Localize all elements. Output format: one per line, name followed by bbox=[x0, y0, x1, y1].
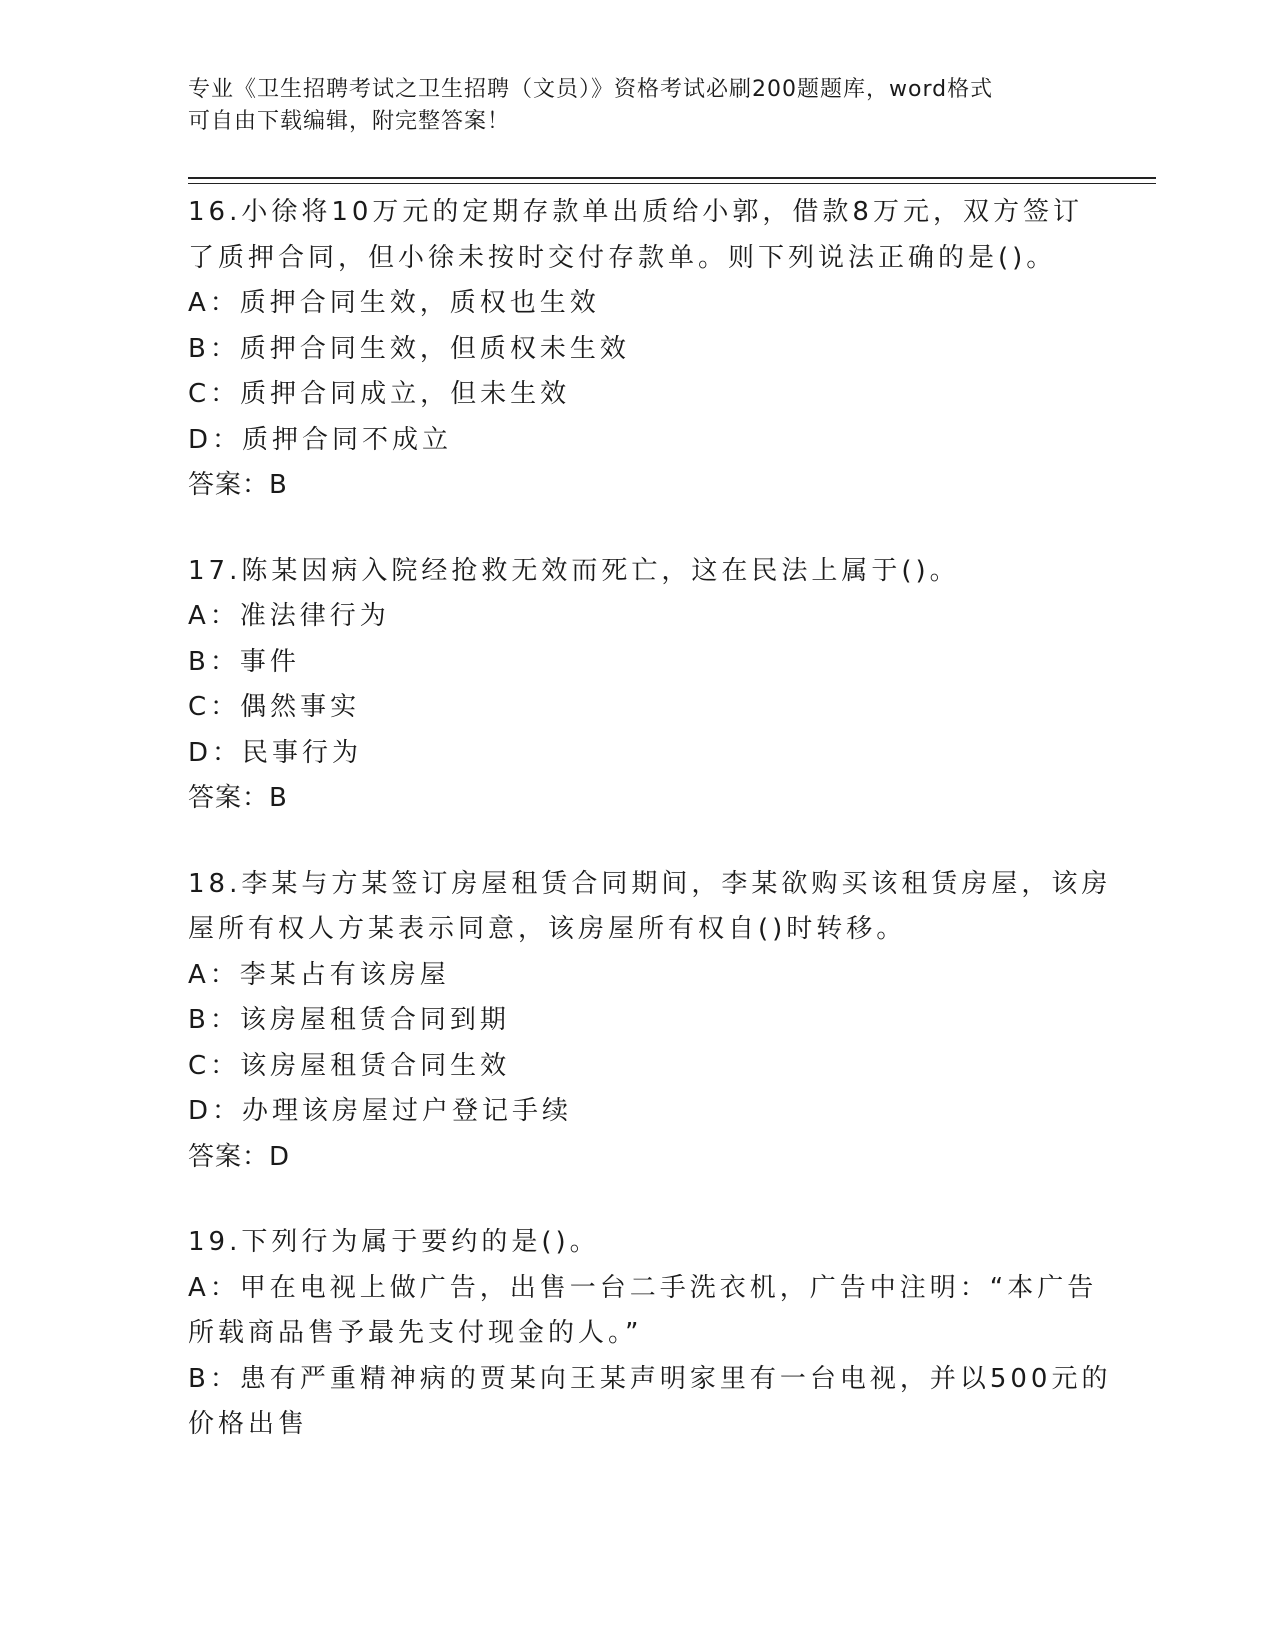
option-b: B：事件 bbox=[188, 646, 300, 677]
question-stem: 18.李某与方某签订房屋租赁合同期间，李某欲购买该租赁房屋，该房 bbox=[188, 868, 1112, 899]
header-line-1: 专业《卫生招聘考试之卫生招聘（文员）》资格考试必刷200题题库，word格式 bbox=[188, 77, 994, 102]
question-stem: 17.陈某因病入院经抢救无效而死亡，这在民法上属于()。 bbox=[188, 555, 960, 586]
header-line-2: 可自由下载编辑，附完整答案！ bbox=[188, 109, 511, 134]
option-d: D：质押合同不成立 bbox=[188, 424, 453, 455]
question-19 bbox=[188, 1220, 1112, 1448]
option-c: C：质押合同成立，但未生效 bbox=[188, 379, 571, 409]
option-c: C：该房屋租赁合同生效 bbox=[188, 1050, 511, 1081]
option-b-continued: 价格出售 bbox=[188, 1409, 309, 1439]
option-d: D：办理该房屋过户登记手续 bbox=[188, 1096, 573, 1126]
option-a-continued: 所载商品售予最先支付现金的人。” bbox=[188, 1318, 643, 1348]
option-c: C：偶然事实 bbox=[188, 692, 361, 722]
option-a: A：准法律行为 bbox=[188, 601, 390, 631]
question-stem: 16.小徐将10万元的定期存款单出质给小郭，借款8万元，双方签订 bbox=[188, 197, 1083, 227]
question-list bbox=[188, 190, 1112, 1488]
header-divider-thin bbox=[188, 183, 1156, 184]
option-a: A：质押合同生效，质权也生效 bbox=[188, 288, 600, 318]
answer: 答案：B bbox=[188, 783, 288, 813]
header-divider-thick bbox=[188, 177, 1156, 179]
question-stem: 19.下列行为属于要约的是()。 bbox=[188, 1227, 600, 1257]
question-stem: 了质押合同，但小徐未按时交付存款单。则下列说法正确的是()。 bbox=[188, 242, 1057, 273]
document-header bbox=[188, 74, 1088, 138]
option-a: A：李某占有该房屋 bbox=[188, 959, 450, 990]
question-17 bbox=[188, 549, 1088, 822]
question-16 bbox=[188, 190, 1088, 509]
option-b: B：质押合同生效，但质权未生效 bbox=[188, 333, 630, 364]
option-b: B：患有严重精神病的贾某向王某声明家里有一台电视，并以500元的 bbox=[188, 1363, 1112, 1394]
option-a: A：甲在电视上做广告，出售一台二手洗衣机，广告中注明：“本广告 bbox=[188, 1272, 1098, 1303]
option-d: D：民事行为 bbox=[188, 737, 363, 768]
question-stem: 屋所有权人方某表示同意，该房屋所有权自()时转移。 bbox=[188, 914, 907, 944]
option-b: B：该房屋租赁合同到期 bbox=[188, 1005, 510, 1035]
answer: 答案：B bbox=[188, 470, 288, 500]
question-18 bbox=[188, 862, 1112, 1181]
answer: 答案：D bbox=[188, 1141, 291, 1172]
